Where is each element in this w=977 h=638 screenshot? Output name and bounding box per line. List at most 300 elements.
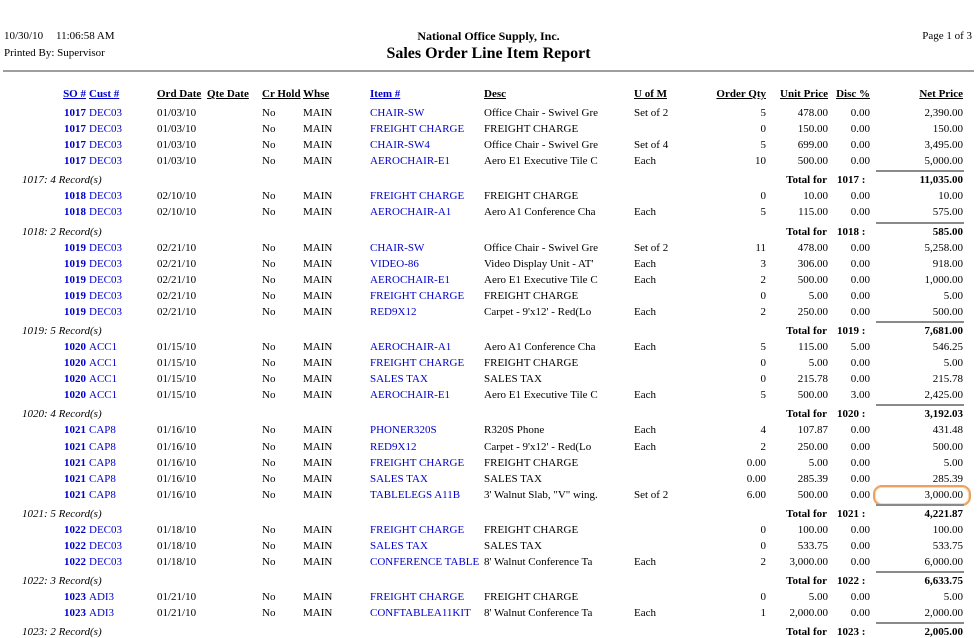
group-footer	[0, 221, 977, 240]
cust-link[interactable]: DEC03	[89, 206, 122, 219]
cell-unit-price: 306.00	[797, 257, 828, 270]
cell-order-qty: 5	[760, 341, 766, 354]
cell-ord-date: 01/16/10	[157, 440, 197, 453]
so-link[interactable]: 1023	[64, 591, 86, 604]
cell-desc: SALES TAX	[484, 373, 542, 386]
record-count: 1019: 5 Record(s)	[22, 325, 102, 338]
cell-unit-price: 699.00	[797, 139, 828, 152]
cell-cr-hold: No	[262, 389, 276, 402]
cell-order-qty: 0	[760, 591, 766, 604]
record-count: 1023: 2 Record(s)	[22, 626, 102, 638]
record-count: 1021: 5 Record(s)	[22, 507, 102, 520]
cell-whse: MAIN	[303, 523, 333, 536]
cell-net-price: 5.00	[943, 357, 963, 370]
cell-whse: MAIN	[303, 424, 333, 437]
cell-cr-hold: No	[262, 488, 276, 501]
cell-cr-hold: No	[262, 206, 276, 219]
total-for-label: Total for	[786, 174, 827, 187]
cell-ord-date: 02/21/10	[157, 305, 197, 318]
cell-unit-price: 2,000.00	[789, 607, 828, 620]
item-link[interactable]: FREIGHT CHARGE	[370, 456, 465, 469]
cell-desc: Carpet - 9'x12' - Red(Lo	[484, 440, 592, 453]
report-body	[0, 105, 977, 638]
item-link[interactable]: FREIGHT CHARGE	[370, 523, 465, 536]
cell-uom: Each	[634, 206, 656, 219]
cell-net-price: 1,000.00	[924, 273, 963, 286]
total-rule	[876, 404, 964, 406]
cust-link[interactable]: DEC03	[89, 257, 122, 270]
cell-uom: Set of 2	[634, 488, 669, 501]
total-amount: 3,192.03	[924, 408, 963, 421]
so-link[interactable]: 1017	[64, 107, 86, 119]
table-row	[0, 288, 977, 304]
cell-desc: Aero A1 Conference Cha	[484, 206, 596, 219]
total-for-label: Total for	[786, 507, 827, 520]
cell-unit-price: 5.00	[808, 591, 828, 604]
cell-unit-price: 500.00	[797, 389, 828, 402]
total-amount: 585.00	[932, 225, 963, 238]
print-time: 11:06:58 AM	[56, 30, 115, 42]
item-link[interactable]: SALES TAX	[370, 539, 428, 552]
table-row	[0, 256, 977, 272]
so-link[interactable]: 1018	[64, 190, 86, 203]
total-so-number: 1019 :	[837, 325, 866, 338]
item-link[interactable]: TABLELEGS A11B	[370, 488, 461, 501]
column-header-qte: Qte Date	[207, 88, 249, 100]
cell-cr-hold: No	[262, 190, 276, 203]
table-row	[0, 522, 977, 538]
cell-net-price: 3,000.00	[924, 488, 963, 501]
cell-ord-date: 01/03/10	[157, 139, 197, 152]
total-so-number: 1017 :	[837, 174, 866, 187]
item-link[interactable]: CHAIR-SW	[370, 241, 425, 254]
cell-cr-hold: No	[262, 289, 276, 302]
cust-link[interactable]: ACC1	[89, 341, 118, 354]
cell-net-price: 285.39	[932, 472, 963, 485]
cell-ord-date: 02/10/10	[157, 190, 197, 203]
table-row	[0, 538, 977, 554]
table-row	[0, 355, 977, 371]
so-link[interactable]: 1017	[64, 139, 86, 152]
cell-unit-price: 500.00	[797, 155, 828, 168]
item-link[interactable]: CHAIR-SW	[370, 107, 425, 119]
cell-ord-date: 02/21/10	[157, 273, 197, 286]
cell-uom: Each	[634, 424, 656, 437]
total-amount: 6,633.75	[924, 575, 963, 588]
cell-disc-pct: 0.00	[850, 139, 870, 152]
item-link[interactable]: FREIGHT CHARGE	[370, 357, 465, 370]
so-link[interactable]: 1021	[64, 472, 86, 485]
cell-disc-pct: 0.00	[850, 241, 870, 254]
group-footer	[0, 169, 977, 188]
item-link[interactable]: CONFTABLEA11KIT	[370, 607, 471, 620]
cell-cr-hold: No	[262, 123, 276, 136]
cell-cr-hold: No	[262, 305, 276, 318]
so-link[interactable]: 1022	[64, 523, 86, 536]
cell-ord-date: 01/03/10	[157, 155, 197, 168]
cust-link[interactable]: DEC03	[89, 523, 122, 536]
cell-ord-date: 01/03/10	[157, 107, 197, 119]
cust-link[interactable]: DEC03	[89, 305, 122, 318]
cell-uom: Each	[634, 607, 656, 620]
table-row	[0, 387, 977, 403]
table-row	[0, 455, 977, 471]
so-link[interactable]: 1021	[64, 440, 86, 453]
cust-link[interactable]: CAP8	[89, 472, 116, 485]
cell-desc: Office Chair - Swivel Gre	[484, 107, 599, 119]
cust-link[interactable]: ACC1	[89, 389, 118, 402]
cell-order-qty: 5	[760, 389, 766, 402]
cell-cr-hold: No	[262, 591, 276, 604]
cust-link[interactable]: DEC03	[89, 107, 122, 119]
table-row	[0, 204, 977, 220]
cell-ord-date: 01/15/10	[157, 341, 197, 354]
cell-unit-price: 478.00	[797, 107, 828, 119]
so-link[interactable]: 1023	[64, 607, 86, 620]
cust-link[interactable]: CAP8	[89, 440, 116, 453]
table-row	[0, 605, 977, 621]
cell-whse: MAIN	[303, 305, 333, 318]
cell-order-qty: 5	[760, 139, 766, 152]
column-header-unit: Unit Price	[780, 88, 828, 100]
cell-disc-pct: 0.00	[850, 373, 870, 386]
cust-link[interactable]: DEC03	[89, 241, 122, 254]
so-link[interactable]: 1019	[64, 257, 86, 270]
cell-ord-date: 01/03/10	[157, 123, 197, 136]
total-rule	[876, 222, 964, 224]
cell-unit-price: 478.00	[797, 241, 828, 254]
cell-disc-pct: 0.00	[850, 190, 870, 203]
cust-link[interactable]: DEC03	[89, 539, 122, 552]
cust-link[interactable]: DEC03	[89, 190, 122, 203]
cust-link[interactable]: ACC1	[89, 373, 118, 386]
cell-unit-price: 115.00	[798, 341, 828, 354]
cell-disc-pct: 0.00	[850, 424, 870, 437]
total-amount: 4,221.87	[924, 507, 963, 520]
total-for-label: Total for	[786, 325, 827, 338]
so-link[interactable]: 1017	[64, 155, 86, 168]
cust-link[interactable]: DEC03	[89, 273, 122, 286]
total-for-label: Total for	[786, 225, 827, 238]
cell-desc: Aero E1 Executive Tile C	[484, 155, 598, 168]
item-link[interactable]: CONFERENCE TABLE	[370, 556, 480, 569]
cell-whse: MAIN	[303, 155, 333, 168]
cell-unit-price: 10.00	[803, 190, 828, 203]
cust-link[interactable]: ADI3	[89, 591, 115, 604]
item-link[interactable]: RED9X12	[370, 305, 417, 318]
cell-desc: 8' Walnut Conference Ta	[484, 607, 593, 620]
so-link[interactable]: 1019	[64, 241, 86, 254]
cell-ord-date: 01/16/10	[157, 424, 197, 437]
cell-net-price: 533.75	[932, 539, 963, 552]
column-header-qty: Order Qty	[716, 88, 766, 100]
item-link[interactable]: FREIGHT CHARGE	[370, 190, 465, 203]
cell-whse: MAIN	[303, 341, 333, 354]
so-link[interactable]: 1017	[64, 123, 86, 136]
cell-disc-pct: 0.00	[850, 305, 870, 318]
cell-desc: FREIGHT CHARGE	[484, 289, 579, 302]
cell-desc: Aero A1 Conference Cha	[484, 341, 596, 354]
record-count: 1020: 4 Record(s)	[22, 408, 102, 421]
cell-order-qty: 3	[760, 257, 766, 270]
item-link[interactable]: FREIGHT CHARGE	[370, 123, 465, 136]
item-link[interactable]: VIDEO-86	[370, 257, 419, 270]
column-header-disc: Disc %	[836, 88, 870, 100]
cell-unit-price: 5.00	[808, 357, 828, 370]
cell-whse: MAIN	[303, 123, 333, 136]
cell-ord-date: 02/21/10	[157, 241, 197, 254]
so-link[interactable]: 1020	[64, 341, 86, 354]
table-row	[0, 439, 977, 455]
table-row	[0, 188, 977, 204]
cell-cr-hold: No	[262, 456, 276, 469]
cell-whse: MAIN	[303, 591, 333, 604]
cell-ord-date: 01/18/10	[157, 556, 197, 569]
cell-whse: MAIN	[303, 456, 333, 469]
total-rule	[876, 321, 964, 323]
cell-whse: MAIN	[303, 190, 333, 203]
so-link[interactable]: 1021	[64, 488, 86, 501]
column-header-net: Net Price	[919, 88, 963, 100]
cell-desc: FREIGHT CHARGE	[484, 357, 579, 370]
cell-order-qty: 0	[760, 373, 766, 386]
cell-desc: SALES TAX	[484, 472, 542, 485]
total-amount: 7,681.00	[924, 325, 963, 338]
cell-order-qty: 2	[760, 273, 766, 286]
cell-order-qty: 4	[760, 424, 766, 437]
cell-uom: Each	[634, 305, 656, 318]
cell-disc-pct: 0.00	[850, 273, 870, 286]
header-divider	[3, 70, 974, 72]
cell-order-qty: 11	[755, 241, 766, 254]
cell-desc: SALES TAX	[484, 539, 542, 552]
cell-disc-pct: 0.00	[850, 539, 870, 552]
cell-order-qty: 0	[760, 539, 766, 552]
cell-net-price: 5.00	[943, 456, 963, 469]
item-link[interactable]: FREIGHT CHARGE	[370, 591, 465, 604]
cell-desc: Office Chair - Swivel Gre	[484, 241, 599, 254]
cell-disc-pct: 0.00	[850, 523, 870, 536]
cell-disc-pct: 0.00	[850, 472, 870, 485]
item-link[interactable]: CHAIR-SW4	[370, 139, 430, 152]
column-header-ord: Ord Date	[157, 88, 202, 100]
cell-net-price: 10.00	[938, 190, 963, 203]
cell-whse: MAIN	[303, 472, 333, 485]
item-link[interactable]: AEROCHAIR-A1	[370, 341, 452, 354]
cust-link[interactable]: DEC03	[89, 556, 122, 569]
item-link[interactable]: AEROCHAIR-A1	[370, 206, 452, 219]
cell-cr-hold: No	[262, 424, 276, 437]
cell-cr-hold: No	[262, 357, 276, 370]
cell-net-price: 500.00	[932, 440, 963, 453]
item-link[interactable]: RED9X12	[370, 440, 417, 453]
column-header-row	[0, 88, 977, 104]
cell-whse: MAIN	[303, 607, 333, 620]
cell-cr-hold: No	[262, 440, 276, 453]
table-row	[0, 487, 977, 503]
cell-net-price: 100.00	[932, 523, 963, 536]
cell-whse: MAIN	[303, 273, 333, 286]
item-link[interactable]: AEROCHAIR-E1	[370, 389, 451, 402]
cell-whse: MAIN	[303, 206, 333, 219]
total-for-label: Total for	[786, 408, 827, 421]
cell-cr-hold: No	[262, 139, 276, 152]
so-link[interactable]: 1020	[64, 357, 86, 370]
cell-net-price: 5,258.00	[924, 241, 963, 254]
cell-order-qty: 0	[760, 357, 766, 370]
cell-whse: MAIN	[303, 289, 333, 302]
cell-unit-price: 215.78	[797, 373, 828, 386]
cell-desc: FREIGHT CHARGE	[484, 591, 579, 604]
cell-desc: Aero E1 Executive Tile C	[484, 273, 598, 286]
page-title: Sales Order Line Item Report	[386, 45, 591, 62]
cell-disc-pct: 0.00	[850, 206, 870, 219]
total-so-number: 1022 :	[837, 575, 866, 588]
column-header-so: SO #	[63, 88, 86, 100]
table-row	[0, 240, 977, 256]
cell-uom: Each	[634, 389, 656, 402]
item-link[interactable]: SALES TAX	[370, 472, 428, 485]
total-rule	[876, 170, 964, 172]
cell-cr-hold: No	[262, 373, 276, 386]
cell-net-price: 3,495.00	[924, 139, 963, 152]
cell-unit-price: 3,000.00	[789, 556, 828, 569]
so-link[interactable]: 1022	[64, 556, 86, 569]
cust-link[interactable]: DEC03	[89, 155, 122, 168]
group-footer	[0, 320, 977, 339]
cell-order-qty: 0	[760, 289, 766, 302]
cust-link[interactable]: DEC03	[89, 289, 122, 302]
cell-desc: Carpet - 9'x12' - Red(Lo	[484, 305, 592, 318]
item-link[interactable]: PHONER320S	[370, 424, 437, 437]
cell-ord-date: 01/15/10	[157, 389, 197, 402]
cell-desc: 3' Walnut Slab, "V" wing.	[484, 488, 598, 501]
so-link[interactable]: 1019	[64, 273, 86, 286]
cell-disc-pct: 0.00	[850, 123, 870, 136]
cust-link[interactable]: DEC03	[89, 139, 122, 152]
print-date: 10/30/10	[4, 30, 44, 42]
item-link[interactable]: SALES TAX	[370, 373, 428, 386]
cust-link[interactable]: ACC1	[89, 357, 118, 370]
cell-order-qty: 0	[760, 123, 766, 136]
so-link[interactable]: 1022	[64, 539, 86, 552]
so-link[interactable]: 1021	[64, 424, 86, 437]
cell-whse: MAIN	[303, 139, 333, 152]
so-link[interactable]: 1019	[64, 305, 86, 318]
cell-cr-hold: No	[262, 241, 276, 254]
table-row	[0, 137, 977, 153]
table-row	[0, 371, 977, 387]
cell-ord-date: 02/21/10	[157, 289, 197, 302]
cell-uom: Each	[634, 556, 656, 569]
total-so-number: 1020 :	[837, 408, 866, 421]
cell-ord-date: 01/15/10	[157, 357, 197, 370]
cell-unit-price: 500.00	[797, 273, 828, 286]
cell-order-qty: 1	[760, 607, 766, 620]
table-row	[0, 589, 977, 605]
record-count: 1018: 2 Record(s)	[22, 225, 102, 238]
cust-link[interactable]: ADI3	[89, 607, 115, 620]
item-link[interactable]: FREIGHT CHARGE	[370, 289, 465, 302]
total-amount: 2,005.00	[924, 626, 963, 638]
cell-whse: MAIN	[303, 257, 333, 270]
cell-cr-hold: No	[262, 341, 276, 354]
cell-net-price: 6,000.00	[924, 556, 963, 569]
cell-disc-pct: 0.00	[850, 257, 870, 270]
cell-uom: Each	[634, 273, 656, 286]
cell-disc-pct: 0.00	[850, 591, 870, 604]
table-row	[0, 471, 977, 487]
cell-ord-date: 01/16/10	[157, 488, 197, 501]
table-row	[0, 339, 977, 355]
item-link[interactable]: AEROCHAIR-E1	[370, 273, 451, 286]
cell-uom: Each	[634, 257, 656, 270]
record-count: 1017: 4 Record(s)	[22, 174, 102, 187]
cell-cr-hold: No	[262, 472, 276, 485]
so-link[interactable]: 1020	[64, 373, 86, 386]
cell-net-price: 5.00	[943, 289, 963, 302]
cell-net-price: 5.00	[943, 591, 963, 604]
cell-order-qty: 0	[760, 190, 766, 203]
so-link[interactable]: 1019	[64, 289, 86, 302]
cust-link[interactable]: CAP8	[89, 456, 116, 469]
so-link[interactable]: 1020	[64, 389, 86, 402]
cell-cr-hold: No	[262, 556, 276, 569]
cell-desc: Aero E1 Executive Tile C	[484, 389, 598, 402]
item-link[interactable]: AEROCHAIR-E1	[370, 155, 451, 168]
cell-whse: MAIN	[303, 440, 333, 453]
cust-link[interactable]: CAP8	[89, 424, 116, 437]
cell-unit-price: 533.75	[797, 539, 828, 552]
cell-cr-hold: No	[262, 155, 276, 168]
cell-desc: Video Display Unit - AT'	[484, 257, 594, 270]
total-so-number: 1018 :	[837, 225, 866, 238]
cell-cr-hold: No	[262, 539, 276, 552]
cell-whse: MAIN	[303, 389, 333, 402]
cell-disc-pct: 0.00	[850, 488, 870, 501]
cell-desc: FREIGHT CHARGE	[484, 456, 579, 469]
cell-disc-pct: 0.00	[850, 607, 870, 620]
cell-whse: MAIN	[303, 241, 333, 254]
so-link[interactable]: 1018	[64, 206, 86, 219]
cell-disc-pct: 0.00	[850, 440, 870, 453]
cell-whse: MAIN	[303, 488, 333, 501]
cell-disc-pct: 0.00	[850, 155, 870, 168]
company-name: National Office Supply, Inc.	[417, 29, 560, 43]
cell-net-price: 500.00	[932, 305, 963, 318]
total-so-number: 1021 :	[837, 507, 866, 520]
cell-net-price: 2,425.00	[924, 389, 963, 402]
cell-unit-price: 107.87	[797, 424, 828, 437]
cell-ord-date: 01/16/10	[157, 456, 197, 469]
column-header-item: Item #	[370, 88, 401, 100]
so-link[interactable]: 1021	[64, 456, 86, 469]
cust-link[interactable]: DEC03	[89, 123, 122, 136]
cell-order-qty: 0.00	[746, 472, 766, 485]
group-footer	[0, 503, 977, 522]
cell-net-price: 215.78	[932, 373, 963, 386]
cell-order-qty: 2	[760, 305, 766, 318]
total-for-label: Total for	[786, 575, 827, 588]
cell-cr-hold: No	[262, 257, 276, 270]
cell-uom: Set of 4	[634, 139, 669, 152]
group-footer	[0, 403, 977, 422]
cust-link[interactable]: CAP8	[89, 488, 116, 501]
cell-disc-pct: 3.00	[850, 389, 870, 402]
cell-desc: 8' Walnut Conference Ta	[484, 556, 593, 569]
printed-by: Printed By: Supervisor	[4, 47, 105, 59]
cell-net-price: 918.00	[932, 257, 963, 270]
